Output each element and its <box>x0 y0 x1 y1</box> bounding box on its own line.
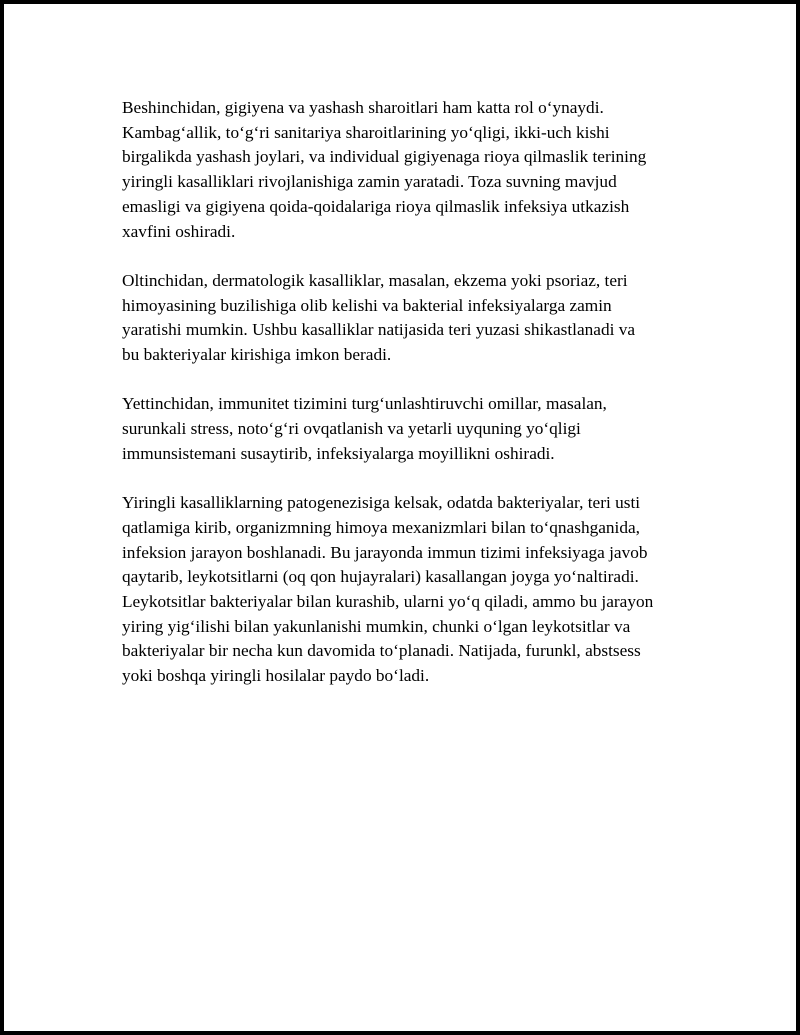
text-line: emasligi va gigiyena qoida-qoidalariga rioya qilmaslik infeksiya utkazish <box>122 196 630 216</box>
paragraph-4 <box>122 491 692 689</box>
text-line: himoyasining buzilishiga olib kelishi va bakterial infeksiyalarga zamin <box>122 295 612 315</box>
paragraph-2 <box>122 269 692 368</box>
text-line: qaytarib, leykotsitlarni (oq qon hujayralari) kasallangan joyga yoʻnaltiradi. <box>122 567 639 587</box>
document-body <box>122 96 692 689</box>
text-line: bakteriyalar bir necha kun davomida toʻplanadi. Natijada, furunkl, abstsess <box>122 641 641 661</box>
text-line: yoki boshqa yiringli hosilalar paydo boʻladi. <box>122 666 430 686</box>
paragraph-3 <box>122 392 692 466</box>
paragraph-1 <box>122 96 692 244</box>
text-line: immunsistemani susaytirib, infeksiyalarga moyillikni oshiradi. <box>122 443 555 463</box>
text-line: Kambagʻallik, toʻgʻri sanitariya sharoitlarining yoʻqligi, ikki-uch kishi <box>122 122 610 142</box>
text-line: infeksion jarayon boshlanadi. Bu jarayonda immun tizimi infeksiyaga javob <box>122 542 648 562</box>
text-line: bu bakteriyalar kirishiga imkon beradi. <box>122 345 392 365</box>
text-line: yaratishi mumkin. Ushbu kasalliklar natijasida teri yuzasi shikastlanadi va <box>122 320 636 340</box>
text-line: yiring yigʻilishi bilan yakunlanishi mumkin, chunki oʻlgan leykotsitlar va <box>122 616 631 636</box>
text-line: qatlamiga kirib, organizmning himoya mexanizmlari bilan toʻqnashganida, <box>122 517 640 537</box>
text-line: Yiringli kasalliklarning patogenezisiga kelsak, odatda bakteriyalar, teri usti <box>122 493 641 513</box>
text-line: xavfini oshiradi. <box>122 221 236 241</box>
text-line: birgalikda yashash joylari, va individual gigiyenaga rioya qilmaslik terining <box>122 147 647 167</box>
text-line: Oltinchidan, dermatologik kasalliklar, masalan, ekzema yoki psoriaz, teri <box>122 270 628 290</box>
text-line: Leykotsitlar bakteriyalar bilan kurashib, ularni yoʻq qiladi, ammo bu jarayon <box>122 592 654 612</box>
text-line: yiringli kasalliklari rivojlanishiga zamin yaratadi. Toza suvning mavjud <box>122 172 617 192</box>
text-line: surunkali stress, notoʻgʻri ovqatlanish va yetarli uyquning yoʻqligi <box>122 419 581 439</box>
text-line: Yettinchidan, immunitet tizimini turgʻunlashtiruvchi omillar, masalan, <box>122 394 607 414</box>
text-line: Beshinchidan, gigiyena va yashash sharoitlari ham katta rol oʻynaydi. <box>122 98 604 117</box>
